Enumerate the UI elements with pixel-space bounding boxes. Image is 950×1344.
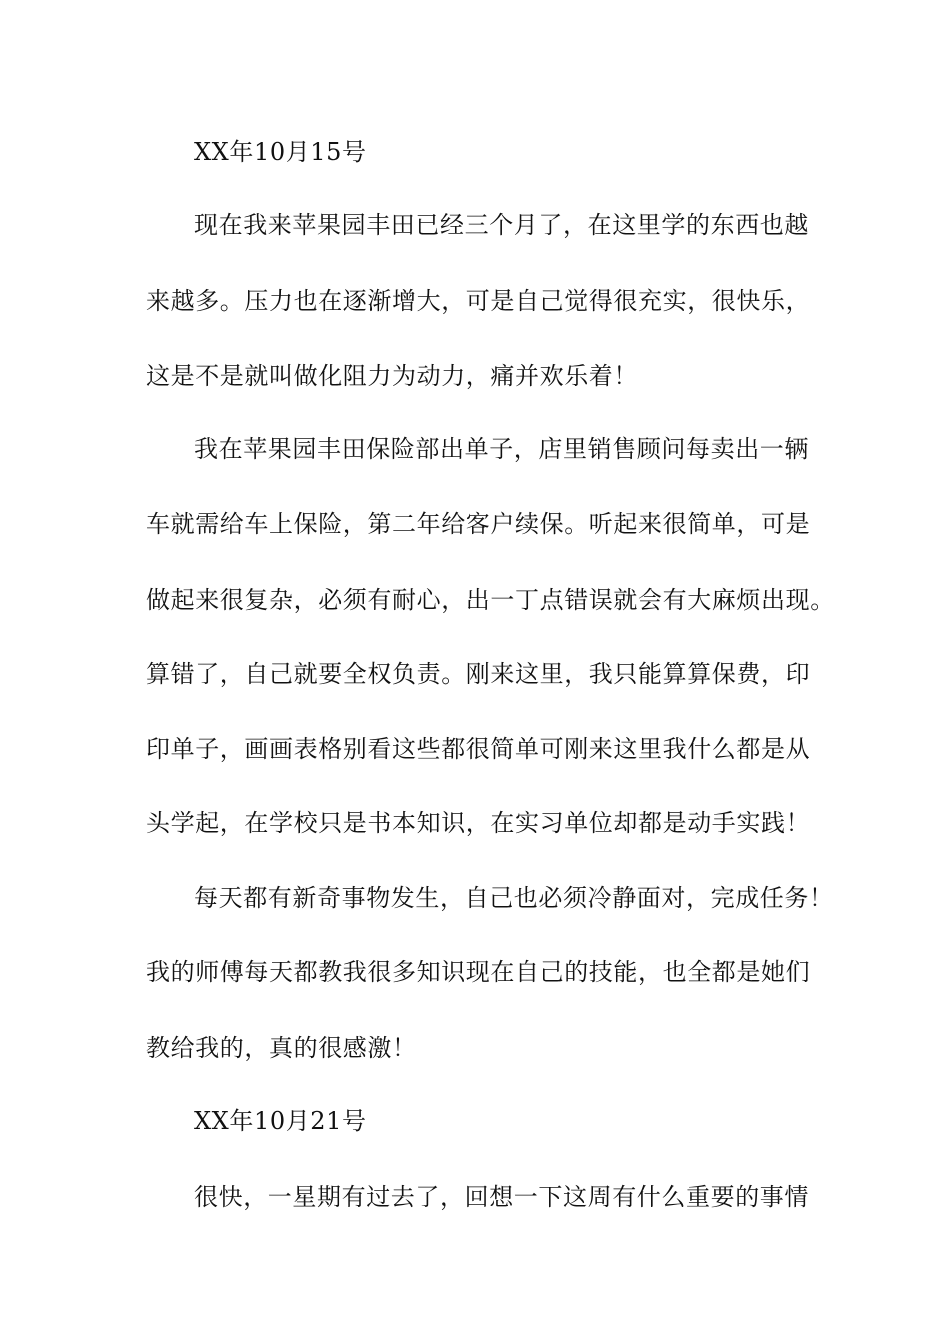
paragraph-1-line-3: 这是不是就叫做化阻力为动力，痛并欢乐着！ [146, 362, 638, 390]
paragraph-2-line-6: 头学起，在学校只是书本知识，在实习单位却都是动手实践！ [146, 809, 811, 837]
diary-date-2: XX年10月21号 [194, 1107, 367, 1135]
paragraph-1-line-1: 现在我来苹果园丰田已经三个月了，在这里学的东西也越 [194, 211, 809, 239]
paragraph-2-line-1: 我在苹果园丰田保险部出单子，店里销售顾问每卖出一辆 [194, 435, 809, 463]
diary-date-1: XX年10月15号 [194, 138, 367, 166]
paragraph-2-line-3: 做起来很复杂，必须有耐心，出一丁点错误就会有大麻烦出现。 [146, 586, 835, 614]
paragraph-3-line-2: 我的师傅每天都教我很多知识现在自己的技能，也全都是她们 [146, 958, 811, 986]
paragraph-3-line-3: 教给我的，真的很感激！ [146, 1034, 417, 1062]
paragraph-1-line-2: 来越多。压力也在逐渐增大，可是自己觉得很充实，很快乐， [146, 287, 811, 315]
paragraph-2-line-2: 车就需给车上保险，第二年给客户续保。听起来很简单，可是 [146, 510, 811, 538]
paragraph-4-line-1: 很快，一星期有过去了，回想一下这周有什么重要的事情 [194, 1183, 809, 1211]
paragraph-2-line-5: 印单子，画画表格别看这些都很简单可刚来这里我什么都是从 [146, 735, 811, 763]
paragraph-3-line-1: 每天都有新奇事物发生，自己也必须冷静面对，完成任务！ [194, 884, 834, 912]
paragraph-2-line-4: 算错了，自己就要全权负责。刚来这里，我只能算算保费，印 [146, 660, 811, 688]
